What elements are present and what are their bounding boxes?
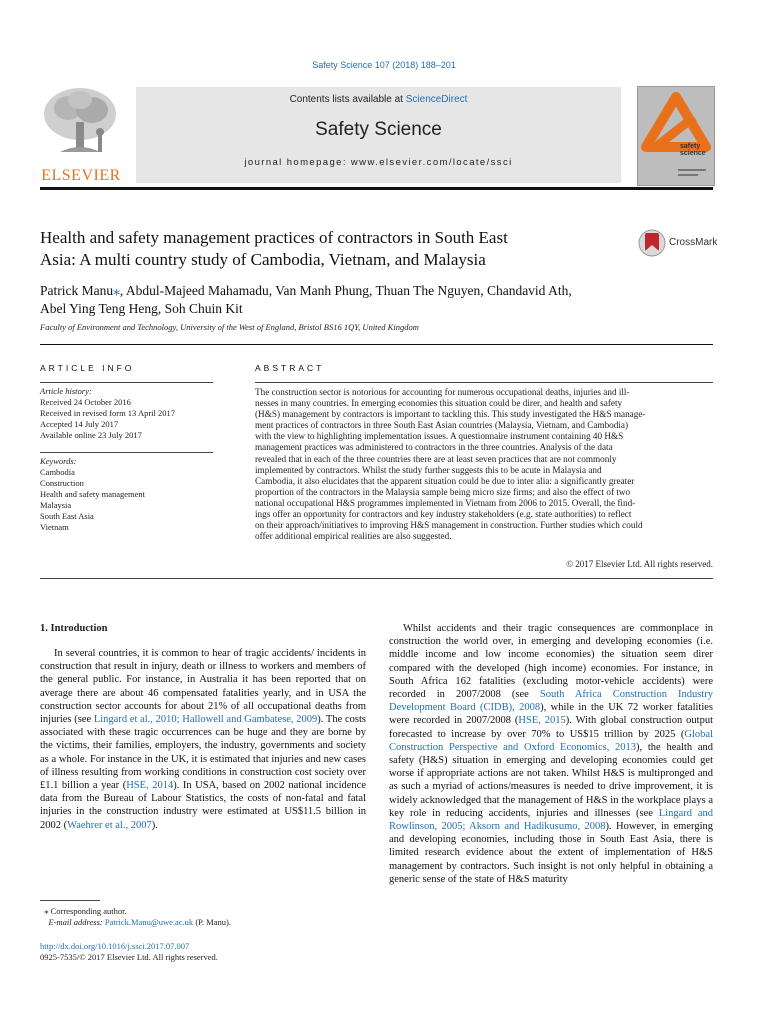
homepage-url[interactable]: www.elsevier.com/locate/ssci: [350, 157, 513, 168]
crossmark-button[interactable]: [638, 228, 718, 258]
body-paragraph: [40, 647, 366, 832]
elsevier-logo[interactable]: [40, 86, 122, 186]
article-info-heading: ARTICLE INFO: [40, 363, 135, 373]
keywords-label: Keywords:: [40, 456, 77, 466]
keyword-item: Health and safety management: [40, 489, 146, 499]
elsevier-tree-icon: [40, 86, 120, 158]
affiliation: Faculty of Environment and Technology, University of the West of England, Bristol BS16 1QY, United Kingdom: [40, 322, 419, 332]
doi-block: [40, 941, 370, 963]
abstract-line: (H&S) management by contractors is important to tackling this. This study investigated the H&S manage-: [255, 409, 646, 420]
journal-cover-icon[interactable]: [637, 86, 715, 186]
keyword-item: Cambodia: [40, 467, 75, 477]
paper-title: [40, 227, 630, 271]
issn-line: 0925-7535/© 2017 Elsevier Ltd. All rights reserved.: [40, 952, 218, 962]
abstract-line: Cambodia, it also elucidates that the apparent situation could be due to inter alia: a significantly greater: [255, 475, 635, 486]
abstract-line: revealed that in each of the three countries there are at least seven practices that are not commonly: [255, 453, 617, 464]
footnote-mark: ⁎: [44, 906, 49, 916]
keyword-item: Malaysia: [40, 500, 72, 510]
footnote-rule: [40, 900, 100, 901]
article-history: [40, 386, 220, 441]
cover-title: [680, 143, 706, 157]
history-online: Available online 23 July 2017: [40, 430, 142, 440]
citation-link[interactable]: Waehrer et al., 2007: [67, 819, 152, 831]
body-text: ). With global construction output forecasted to increase by over 70% to US$15 trillion by 2025 (: [389, 715, 713, 740]
citation-link[interactable]: HSE, 2015: [518, 715, 566, 727]
title-line-1: Health and safety management practices of contractors in South East: [40, 228, 508, 247]
section-heading-introduction: 1. Introduction: [40, 623, 108, 634]
body-column-left: [40, 647, 366, 832]
body-text: ). In USA, based on 2002 national incidence data from the Bureau of Labour Statistics, the costs of non-fatal and fatal injuries in the construction industry were estimated at US$11.5 billion in 2002 (: [40, 780, 366, 831]
journal-citation[interactable]: Safety Science 107 (2018) 188–201: [312, 60, 456, 70]
article-info-rule: [40, 382, 213, 383]
citation-link[interactable]: Lingard et al., 2010; Hallowell and Gambatese, 2009: [93, 714, 318, 726]
citation-link[interactable]: South Africa Construction Industry Development Board (CIDB), 2008: [389, 689, 713, 714]
body-text: In several countries, it is common to hear of tragic accidents/ incidents in construction that result in injury, death or illness to workers and members of the general public. For instance, in Australia it has been reported that on average there are about 46 compensated fatalities yearly, and in USA the construction sector accounts for about 21% of all occupational deaths from injuries (see: [40, 648, 366, 726]
history-label: Article history:: [40, 386, 92, 396]
doi-link[interactable]: http://dx.doi.org/10.1016/j.ssci.2017.07.007: [40, 941, 190, 951]
footnote-corresponding: [40, 906, 370, 917]
email-suffix: (P. Manu).: [193, 917, 231, 927]
crossmark-icon: [638, 228, 666, 258]
authors-line-1: [40, 282, 713, 300]
footnote-corresponding-text: Corresponding author.: [50, 906, 127, 916]
history-accepted: Accepted 14 July 2017: [40, 419, 119, 429]
header-rule: [40, 187, 713, 190]
keywords-rule: [40, 452, 213, 453]
abstract-line: with the view to highlighting implementation issues. A questionnaire instrument containing 40 H&S: [255, 431, 624, 442]
body-column-right: [389, 622, 713, 886]
contents-prefix: Contents lists available at: [289, 94, 406, 105]
journal-title: Safety Science: [315, 119, 442, 140]
homepage-prefix: journal homepage:: [244, 157, 351, 168]
abstract-copyright: © 2017 Elsevier Ltd. All rights reserved.: [566, 559, 713, 569]
abstract-line: implemented by contractors. Whilst the study further suggests this to be acute in Malaysia and: [255, 464, 602, 475]
elsevier-wordmark: ELSEVIER: [41, 167, 121, 184]
body-paragraph: [389, 622, 713, 886]
abstract-line: ings offer an opportunity for contractors and key industry stakeholders (e.g. state authorities) to reflect: [255, 509, 632, 520]
sciencedirect-link[interactable]: ScienceDirect: [405, 94, 468, 105]
body-text: ). However, in emerging and developing economies, including those in South East Asia, there is limited research evidence about the extent of implementation of H&S management by contractors. Such insight is not only helpful in obtaining a generic sense of the state of H&S maturity: [389, 821, 713, 885]
citation-link[interactable]: Global Construction Perspective and Oxford Economics, 2013: [389, 728, 713, 753]
abstract-rule: [255, 382, 713, 383]
author-list: [40, 282, 713, 318]
body-text: ). The costs associated with these tragic occurrences can be huge and they are borne by the victims, their families, employers, the industry, governments and society as a whole. For instance in the UK, it is estimated that injuries and new cases of illness resulting from working conditions in construction cost society over £1.1 billion a year (: [40, 714, 366, 792]
author-email-link[interactable]: Patrick.Manu@uwe.ac.uk: [104, 917, 194, 927]
keyword-item: Construction: [40, 478, 84, 488]
crossmark-label: CrossMark: [669, 237, 718, 248]
contents-line: [136, 94, 621, 105]
cover-graphic: [638, 87, 714, 185]
history-received: Received 24 October 2016: [40, 397, 131, 407]
body-text: ).: [151, 819, 158, 831]
journal-header: [136, 87, 621, 183]
history-revised: Received in revised form 13 April 2017: [40, 408, 176, 418]
abstract-line: offer additional empirical realities are also suggested.: [255, 531, 452, 542]
authors-line-2: Abel Ying Teng Heng, Soh Chuin Kit: [40, 301, 243, 316]
abstract-line: The construction sector is notorious for accounting for numerous occupational deaths, injuries and ill-: [255, 387, 630, 397]
body-text: ), the health and safety (H&S) situation in emerging and developing economies could get worse if appropriate actions are not taken. Whilst H&S is multipronged and as such a myriad of actions/measures is needed to drive improvement, it is widely acknowledged that the management of H&S in the workplace plays a key role in reducing accidents, injuries and illnesses (see: [389, 741, 713, 819]
keyword-item: Vietnam: [40, 522, 69, 532]
cover-text-science: science: [680, 150, 706, 157]
citation-link[interactable]: HSE, 2014: [126, 780, 174, 792]
citation-link[interactable]: Lingard and Rowlinson, 2005; Aksorn and Hadikusumo, 2008: [389, 807, 714, 833]
body-text: ), while in the UK 72 worker fatalities were recorded in 2007/2008 (: [389, 702, 713, 727]
footnote-email: [40, 917, 370, 928]
abstract-line: on their approach/initiatives to improving H&S management in construction. Further studies which could: [255, 520, 643, 531]
authors-rest-line-1: , Abdul-Majeed Mahamadu, Van Manh Phung, Thuan The Nguyen, Chandavid Ath,: [119, 283, 572, 298]
abstract-line: management practices was administered to contractors in the three countries. Analysis of the data: [255, 442, 613, 453]
body-text: Whilst accidents and their tragic consequences are commonplace in construction the world over, in emerging and developing economies (i.e. middle income and low income economies) the situation seem direr compared with the developed (high income) economies. For instance, in South Africa 162 fatalities (excluding motor-vehicle accidents) were recorded in 2007/2008 (see: [389, 623, 713, 701]
abstract-line: nesses in many countries. In emerging economies this situation could be direr, and health and safety: [255, 398, 623, 409]
keyword-item: South East Asia: [40, 511, 94, 521]
abstract-heading: ABSTRACT: [255, 363, 325, 373]
title-rule: [40, 344, 713, 345]
author-first: Patrick Manu: [40, 283, 114, 298]
abstract-line: national occupational H&S programmes implemented in Vietnam from 2006 to 2015. Overall, the find-: [255, 497, 636, 508]
title-line-2: Asia: A multi country study of Cambodia, Vietnam, and Malaysia: [40, 250, 486, 269]
email-label: E-mail address:: [48, 917, 105, 927]
journal-homepage: [136, 157, 621, 168]
corresponding-author-mark[interactable]: ⁎: [113, 283, 120, 298]
abstract-text: [255, 387, 713, 542]
keywords: [40, 456, 220, 533]
footnote: [40, 906, 370, 928]
cover-text-safety: safety: [680, 143, 701, 150]
abstract-line: ment practices of contractors in three South East Asian countries (Malaysia, Vietnam, and Cambodia): [255, 420, 629, 431]
abstract-line: proportion of the contractors in the Malaysia sample being micro size firms; and also the effect of two: [255, 486, 631, 497]
abstract-bottom-rule: [40, 578, 713, 579]
